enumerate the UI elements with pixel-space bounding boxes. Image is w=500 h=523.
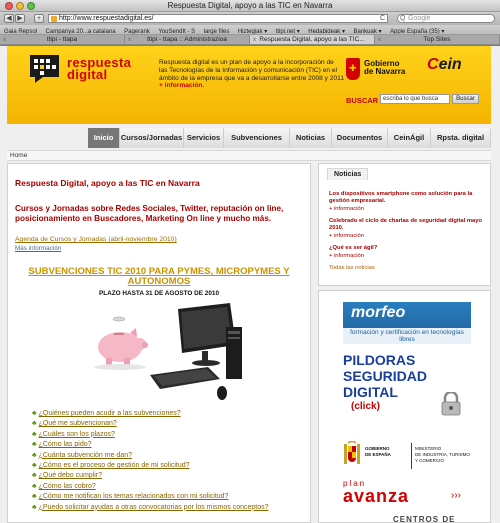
- gov-left-line-1: GOBIERNO: [365, 446, 390, 451]
- bookmark-item[interactable]: YouSendIt - S: [158, 29, 196, 35]
- faq-link[interactable]: [32, 461, 311, 471]
- browser-tab[interactable]: [375, 35, 500, 44]
- bookmark-item[interactable]: Bankuak ▾: [353, 29, 382, 35]
- bookmark-item[interactable]: Gaia Repsol: [4, 29, 38, 35]
- nav-item-ceinagil[interactable]: CeinÁgil: [388, 128, 431, 148]
- pildoras-line-2: SEGURIDAD: [343, 368, 428, 384]
- pildoras-seguridad-banner[interactable]: [343, 352, 473, 435]
- faq-link-text: ¿Cómo es el proceso de gestión de mi solicitud?: [38, 462, 190, 470]
- navarra-shield-icon: ✚: [346, 58, 360, 80]
- browser-tab[interactable]: [0, 35, 125, 44]
- news-tab[interactable]: Noticias: [327, 168, 368, 180]
- nav-item-servicios[interactable]: Servicios: [184, 128, 224, 148]
- gov-left-line-2: DE ESPAÑA: [365, 452, 391, 457]
- back-button[interactable]: [4, 14, 14, 23]
- bookmark-item[interactable]: large files: [203, 29, 230, 35]
- site-search-input[interactable]: escriba lo que busca: [380, 94, 450, 104]
- faq-link-text: ¿Quiénes pueden acudir a las subvenciones?: [38, 410, 181, 417]
- news-item-title[interactable]: ¿Qué es ser ágil?: [329, 245, 378, 251]
- web-page: [0, 46, 500, 523]
- gov-right-line-3: Y COMERCIO: [415, 458, 444, 463]
- faq-link[interactable]: [32, 430, 311, 440]
- add-bookmark-button[interactable]: [34, 14, 44, 23]
- site-header: [7, 46, 491, 124]
- courses-title: Cursos y Jornadas sobre Redes Sociales, Twitter, reputación on line, posicionamiento en Buscadores, Marketing On line y mucho más.: [15, 204, 284, 223]
- news-item-more-link[interactable]: + información: [329, 253, 364, 259]
- pildoras-line-1: PILDORAS: [343, 352, 416, 368]
- nav-item-documentos[interactable]: Documentos: [332, 128, 388, 148]
- bullet-icon: ♣: [32, 441, 37, 449]
- bullet-icon: ♣: [32, 451, 37, 459]
- browser-toolbar: [0, 12, 500, 25]
- news-item-more-link[interactable]: + información: [329, 206, 364, 212]
- tab-label: Respuesta Digital, apoyo a las TIC...: [259, 36, 365, 43]
- pildoras-click-label: (click): [351, 401, 380, 412]
- tab-label: ttipi - ttapa: [46, 36, 78, 43]
- plus-icon: +: [36, 15, 42, 22]
- padlock-icon: [438, 392, 464, 416]
- nav-item-subvenciones[interactable]: Subvenciones: [224, 128, 290, 148]
- header-description: [159, 59, 344, 90]
- cein-logo[interactable]: [427, 56, 475, 80]
- morfeo-logo: morfeo: [351, 304, 406, 321]
- more-info-link[interactable]: Más información: [15, 245, 62, 252]
- close-tab-icon[interactable]: x: [378, 37, 381, 43]
- site-search-button[interactable]: Buscar: [452, 94, 479, 104]
- all-news-link[interactable]: Todas las noticias: [329, 265, 375, 271]
- nav-item-rpsta-digital[interactable]: Rpsta. digital: [431, 128, 491, 148]
- morfeo-banner[interactable]: [343, 302, 471, 344]
- gobierno-espana-banner[interactable]: [343, 439, 481, 475]
- cein-logo-rest: ein: [438, 56, 462, 73]
- subvenciones-title[interactable]: SUBVENCIONES TIC 2010 PARA PYMES, MICROPYMES Y AUTONOMOS: [28, 266, 290, 287]
- bookmark-item[interactable]: Pagerank: [124, 29, 150, 35]
- gobierno-navarra-text: [364, 60, 405, 76]
- news-list: [329, 191, 487, 271]
- browser-tabs: [0, 35, 500, 45]
- faq-link[interactable]: [32, 409, 311, 419]
- reload-icon[interactable]: C: [379, 15, 385, 22]
- gov-right-line-1: MINISTERIO: [415, 446, 442, 451]
- gov-right-line-2: DE INDUSTRIA, TURISMO: [415, 452, 470, 457]
- address-bar-url: http://www.respuestadigital.es/: [59, 15, 154, 22]
- centros-banner-text[interactable]: CENTROS DE: [393, 515, 456, 523]
- ministerio-text: [415, 446, 470, 464]
- bullet-icon: ♣: [32, 430, 37, 438]
- agenda-link[interactable]: Agenda de Cursos y Jornadas (abril-noviembre 2010): [15, 236, 177, 243]
- news-item-title[interactable]: Celebrado el ciclo de charlas de seguridad digital mayo 2010.: [329, 218, 483, 231]
- faq-link-text: ¿Puedo solicitar ayudas a otras convocatorias por los mismos conceptos?: [38, 503, 269, 511]
- gobierno-navarra-logo[interactable]: [346, 58, 416, 84]
- bookmark-item[interactable]: Apple España (35) ▾: [390, 29, 445, 35]
- bookmark-item[interactable]: Campanya 20...a catalana: [45, 29, 116, 35]
- bookmarks-bar: [0, 25, 500, 35]
- bullet-icon: ♣: [32, 410, 37, 417]
- faq-link[interactable]: [32, 482, 311, 492]
- bullet-icon: ♣: [32, 482, 37, 490]
- faq-link[interactable]: [32, 492, 311, 502]
- bookmark-item[interactable]: Hiztegiak ▾: [237, 29, 268, 35]
- speech-bubble-logo-icon[interactable]: [29, 54, 60, 84]
- favicon-icon: [51, 16, 57, 22]
- logo-line-1: respuesta: [67, 55, 132, 70]
- site-logo-text[interactable]: [67, 57, 131, 81]
- sidebar-banners: [318, 290, 491, 523]
- logo-line-2: digital: [67, 67, 108, 82]
- morfeo-subtitle: formación y certificación en tecnologías libres: [343, 328, 471, 344]
- faq-link[interactable]: [32, 503, 311, 513]
- close-tab-icon[interactable]: x: [128, 37, 131, 43]
- deadline-text: PLAZO HASTA 31 DE AGOSTO DE 2010: [98, 290, 220, 297]
- news-item-title[interactable]: Los dispositivos smartphone como solución para la gestión empresarial.: [329, 191, 473, 204]
- browser-tab[interactable]: [125, 35, 250, 44]
- chevrons-icon: ›››: [451, 490, 461, 501]
- faq-link-text: ¿Cómo las cobro?: [38, 482, 96, 490]
- bookmark-item[interactable]: ttipi.net ▾: [275, 29, 300, 35]
- news-item-more-link[interactable]: + información: [329, 233, 364, 239]
- nav-item-inicio[interactable]: Inicio: [88, 128, 120, 148]
- faq-link-text: ¿Cómo las pido?: [38, 441, 92, 449]
- search-icon: Q: [400, 15, 406, 22]
- browser-search-input[interactable]: [397, 14, 495, 23]
- bullet-icon: ♣: [32, 462, 37, 470]
- news-panel: [318, 163, 491, 286]
- faq-link-text: ¿Qué me subvencionan?: [38, 420, 117, 428]
- faq-link-text: ¿Qué debo cumplir?: [38, 472, 103, 480]
- tab-label: ttipi - ttapa :: Administrazioa: [147, 36, 227, 43]
- plan-avanza-avanza: avanza: [343, 486, 410, 506]
- bookmark-item[interactable]: Hedabideak ▾: [308, 29, 345, 35]
- main-content: [7, 163, 311, 523]
- breadcrumb-home[interactable]: Home: [10, 152, 28, 159]
- faq-link-text: ¿Cómo me notifican los temas relacionados con mi solicitud?: [38, 493, 229, 501]
- site-search-label: BUSCAR: [346, 96, 379, 105]
- gov-divider: [411, 443, 412, 469]
- faq-link-text: ¿Cuánta subvención me dan?: [38, 451, 132, 459]
- spain-crest-icon: [343, 441, 361, 469]
- main-nav: [88, 128, 491, 148]
- forward-button[interactable]: [15, 14, 25, 23]
- forward-icon: ▶: [17, 15, 23, 22]
- browser-search-placeholder: Google: [408, 15, 431, 22]
- intro-title: Respuesta Digital, apoyo a las TIC en Navarra: [15, 178, 200, 188]
- plan-avanza-banner[interactable]: [343, 479, 483, 509]
- faq-list: [32, 409, 311, 513]
- browser-tab-active[interactable]: [250, 35, 375, 44]
- header-more-info-link[interactable]: + información.: [159, 82, 205, 90]
- gobierno-espana-text: [365, 446, 391, 458]
- nav-item-noticias[interactable]: Noticias: [290, 128, 332, 148]
- faq-link[interactable]: [32, 451, 311, 461]
- bullet-icon: ♣: [32, 493, 37, 501]
- tab-label: Top Sites: [423, 36, 451, 43]
- header-description-text: Respuesta digital es un plan de apoyo a la incorporación de las Tecnologías de la Información y comunicación (TIC) en el ámbito de la empresa que va a desarrollarse entre 2008 y 2011: [159, 59, 344, 82]
- faq-link-text: ¿Cuáles son los plazos?: [38, 430, 115, 438]
- address-bar[interactable]: [48, 14, 388, 23]
- bullet-icon: ♣: [32, 503, 37, 511]
- bullet-icon: ♣: [32, 472, 37, 480]
- breadcrumb: [7, 150, 491, 161]
- gob-line-1: Gobierno: [364, 59, 400, 68]
- close-tab-icon[interactable]: x: [253, 37, 256, 43]
- faq-link[interactable]: [32, 440, 311, 450]
- pildoras-title: [343, 352, 427, 400]
- gob-line-2: de Navarra: [364, 67, 406, 76]
- plan-avanza-plan: plan: [343, 479, 367, 488]
- back-icon: ◀: [6, 15, 12, 22]
- faq-link[interactable]: [32, 471, 311, 481]
- piggy-bank-computer-illustration: [80, 297, 245, 407]
- window-title: Respuesta Digital, apoyo a las TIC en Navarra: [167, 1, 333, 10]
- faq-link[interactable]: [32, 419, 311, 429]
- pildoras-line-3: DIGITAL: [343, 384, 398, 400]
- bullet-icon: ♣: [32, 420, 37, 428]
- cein-logo-prefix: C: [427, 56, 439, 73]
- nav-item-cursos[interactable]: Cursos/Jornadas: [120, 128, 184, 148]
- window-titlebar: [0, 0, 500, 12]
- close-tab-icon[interactable]: x: [3, 37, 6, 43]
